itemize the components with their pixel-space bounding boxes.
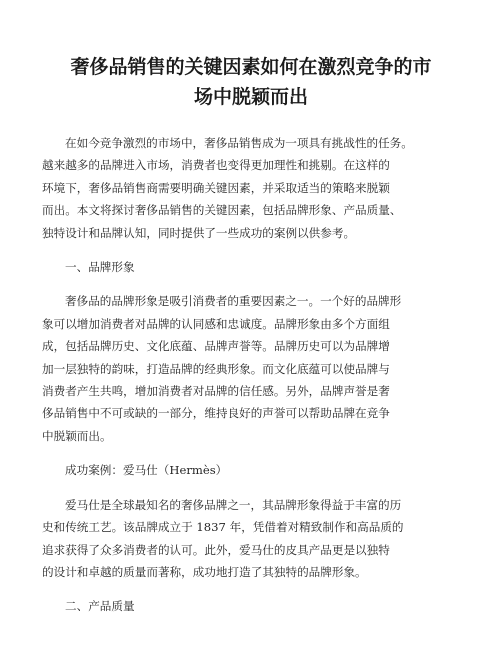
text-line: 加一层独特的韵味，打造品牌的经典形象。而文化底蕴可以使品牌与 xyxy=(42,361,390,376)
text-line: 而出。本文将探讨奢侈品销售的关键因素，包括品牌形象、产品质量、 xyxy=(42,203,402,218)
text-line: 奢侈品的品牌形象是吸引消费者的重要因素之一。一个好的品牌形 xyxy=(65,294,402,309)
case-heading-hermes: 成功案例：爱马仕（Hermès） xyxy=(65,463,228,478)
text-line: 的设计和卓越的质量而著称，成功地打造了其独特的品牌形象。 xyxy=(42,564,367,579)
text-line: 消费者产生共鸣，增加消费者对品牌的信任感。另外，品牌声誉是奢 xyxy=(42,384,390,399)
section-heading-brand-image: 一、品牌形象 xyxy=(65,260,135,275)
text-line: 在如今竞争激烈的市场中，奢侈品销售成为一项具有挑战性的任务。 xyxy=(65,136,413,150)
text-line: 越来越多的品牌进入市场，消费者也变得更加理性和挑剔。在这样的 xyxy=(42,158,390,173)
title-line-1: 奢侈品销售的关键因素如何在激烈竞争的市 xyxy=(70,56,432,78)
paragraph-gap xyxy=(42,447,460,459)
document-title xyxy=(42,52,460,112)
text-line: 环境下，奢侈品销售商需要明确关键因素，并采取适当的策略来脱颖 xyxy=(42,180,390,195)
text-line: 独特设计和品牌认知，同时提供了一些成功的案例以供参考。 xyxy=(42,225,356,240)
brand-image-paragraph xyxy=(42,290,460,447)
text-line: 成，包括品牌历史、文化底蕴、品牌声誉等。品牌历史可以为品牌增 xyxy=(42,339,390,354)
text-line: 史和传统工艺。该品牌成立于 1837 年，凭借着对精致制作和高品质的 xyxy=(42,520,404,535)
paragraph-gap xyxy=(42,244,460,256)
intro-paragraph xyxy=(42,132,460,244)
document-body xyxy=(42,132,460,618)
text-line: 中脱颖而出。 xyxy=(42,428,112,443)
hermes-case-paragraph xyxy=(42,494,460,584)
text-line: 追求获得了众多消费者的认可。此外，爱马仕的皮具产品更是以独特 xyxy=(42,542,390,557)
paragraph-gap xyxy=(42,583,460,595)
text-line: 爱马仕是全球最知名的奢侈品牌之一，其品牌形象得益于丰富的历 xyxy=(65,497,402,512)
text-line: 侈品销售中不可或缺的一部分，维持良好的声誉可以帮助品牌在竞争 xyxy=(42,406,390,421)
title-line-2: 场中脱颖而出 xyxy=(193,86,308,108)
paragraph-gap xyxy=(42,278,460,290)
text-line: 象可以增加消费者对品牌的认同感和忠诚度。品牌形象由多个方面组 xyxy=(42,316,390,331)
section-heading-product-quality: 二、产品质量 xyxy=(65,599,135,614)
paragraph-gap xyxy=(42,482,460,494)
